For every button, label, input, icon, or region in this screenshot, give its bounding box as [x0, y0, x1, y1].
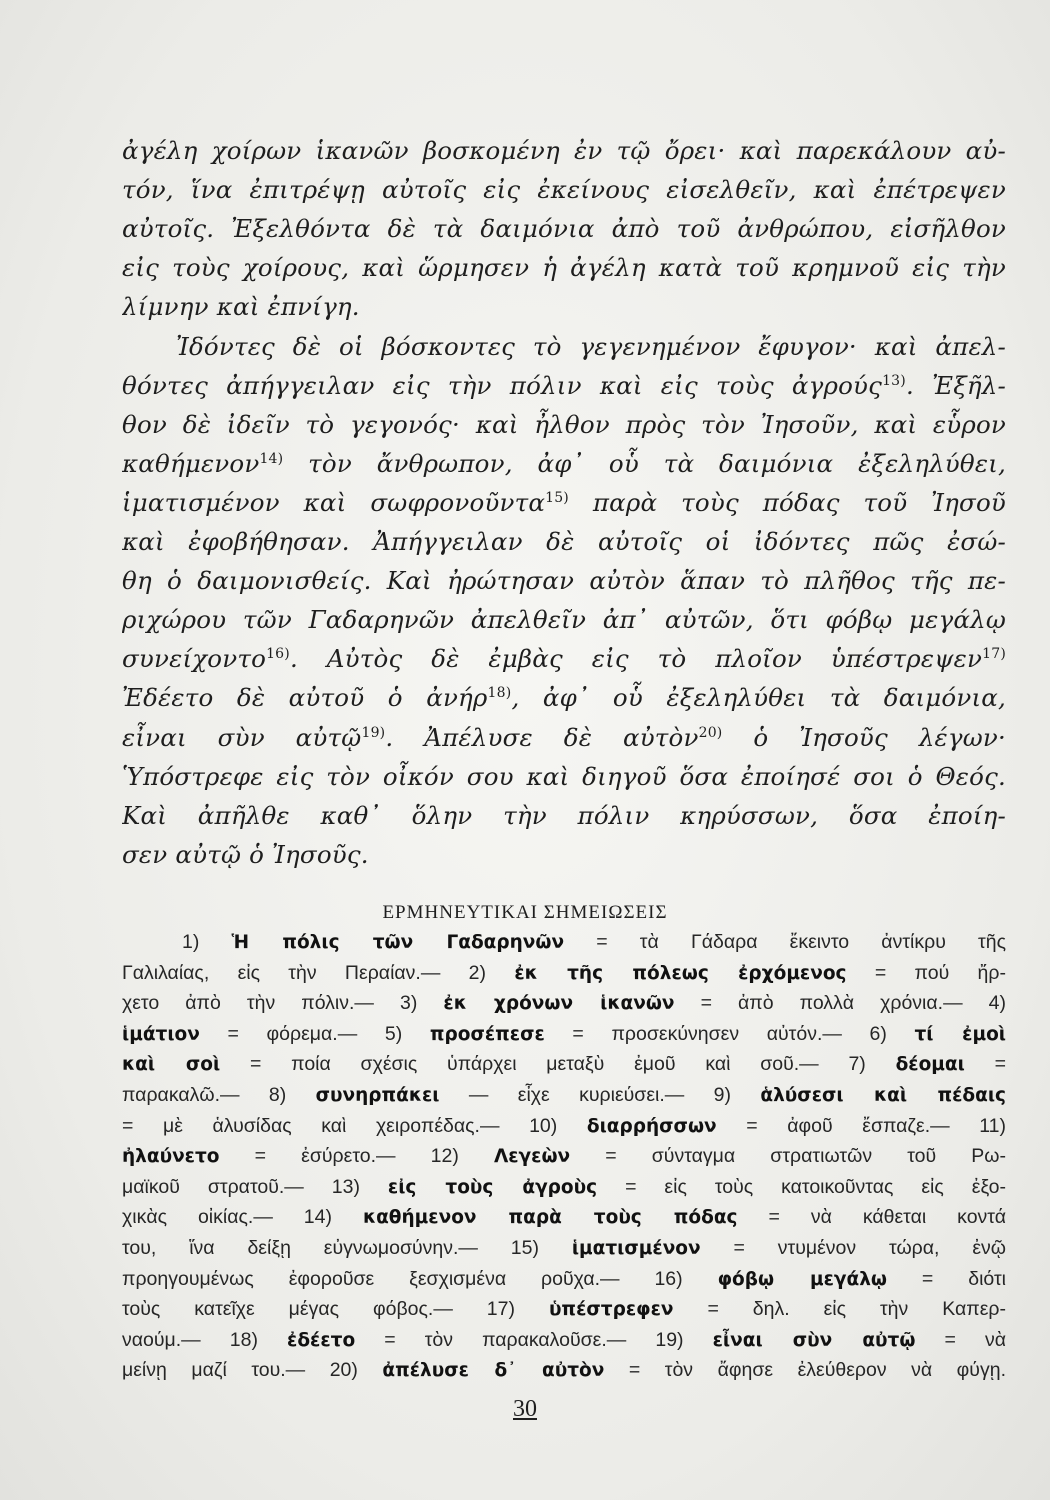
text-line — [122, 838, 1006, 874]
text-segment: καὶ ἐφοβήθησαν. Ἀπήγγειλαν δὲ αὐτοῖς οἱ ἰδόντες πῶς ἐσώ- — [122, 527, 1006, 556]
text-line — [122, 681, 1006, 717]
note-line — [122, 1235, 1006, 1263]
text-segment: συνείχοντο — [122, 644, 267, 674]
note-text: = φόρεμα.— 5) — [199, 1022, 430, 1045]
text-line — [122, 408, 1006, 444]
note-term: τί ἐμοὶ — [914, 1023, 1006, 1045]
notes-heading: ΕΡΜΗΝΕΥΤΙΚΑΙ ΣΗΜΕΙΩΣΕΙΣ — [382, 902, 668, 923]
text-line — [122, 642, 1006, 678]
text-segment: . Ἐξῆλ- — [905, 370, 1006, 400]
text-segment: Ἐδέετο δὲ αὐτοῦ ὁ ἀνήρ — [122, 683, 488, 713]
text-line — [122, 603, 1006, 639]
note-term: ὑπέστρεφεν — [548, 1299, 674, 1321]
note-text: = διότι — [887, 1267, 1006, 1290]
note-text: = σύνταγμα στρατιωτῶν τοῦ Ρω- — [570, 1145, 1006, 1168]
note-line — [122, 960, 1006, 988]
text-segment: , ἀφ᾽ οὗ ἐξεληλύθει τὰ δαιμόνια, — [511, 683, 1006, 713]
footnote-ref: 16) — [266, 646, 290, 663]
text-segment: Καὶ ἀπῆλθε καθ᾽ ὅλην τὴν πόλιν κηρύσσων, ὅσα ἐποίη- — [122, 800, 1006, 830]
text-line — [122, 721, 1006, 757]
text-segment: ριχώρου τῶν Γαδαρηνῶν ἀπελθεῖν ἀπ᾽ αὐτῶν, ὅτι φόβῳ μεγάλῳ — [122, 605, 1006, 635]
note-text: = τὸν ἄφησε ἐλεύθερον νὰ φύγῃ. — [604, 1359, 1006, 1382]
text-segment: ἱματισμένον καὶ σωφρονοῦντα — [122, 487, 546, 517]
note-term: προσέπεσε — [429, 1023, 545, 1045]
text-segment: . Ἀπέλυσε δὲ αὐτὸν — [385, 722, 699, 752]
text-line — [122, 799, 1006, 835]
text-segment: Ἰδόντες δὲ οἱ βόσκοντες τὸ γεγενημένον ἔφυγον· καὶ ἀπελ- — [176, 331, 1006, 361]
note-text: = δηλ. εἰς τὴν Καπερ- — [673, 1298, 1006, 1321]
note-term: ἱμάτιον — [122, 1023, 200, 1045]
note-text: μείνῃ μαζί του.— 20) — [122, 1359, 383, 1382]
note-text: παρακαλῶ.— 8) — [122, 1084, 316, 1106]
text-segment: θον δὲ ἰδεῖν τὸ γεγονός· καὶ ἦλθον πρὸς τὸν Ἰησοῦν, καὶ εὗρον — [122, 409, 1006, 439]
footnote-ref: 14) — [259, 450, 284, 467]
note-line — [122, 1296, 1006, 1324]
note-term: φόβῳ μεγάλῳ — [717, 1268, 888, 1290]
note-line — [122, 1021, 1006, 1049]
note-text: 1) — [182, 931, 232, 953]
text-line — [122, 134, 1006, 170]
note-text: τοὺς κατεῖχε μέγας φόβος.— 17) — [122, 1298, 549, 1321]
note-term: διαρρήσσων — [586, 1115, 717, 1137]
note-text: = μὲ ἁλυσίδας καὶ χειροπέδας.— 10) — [122, 1114, 587, 1137]
note-term: ἀπέλυσε δ᾽ αὐτὸν — [382, 1360, 605, 1382]
note-line — [122, 1143, 1006, 1171]
note-line — [122, 1113, 1006, 1141]
note-text: — εἶχε κυριεύσει.— 9) — [439, 1084, 761, 1106]
note-line — [122, 1174, 1006, 1202]
note-text: = ντυμένον τώρα, ἐνῷ — [700, 1237, 1006, 1259]
note-text: = ἀπὸ πολλὰ χρόνια.— 4) — [674, 992, 1006, 1015]
text-segment: εἶναι σὺν αὐτῷ — [122, 722, 362, 752]
note-term: Ἡ πόλις τῶν Γαδαρηνῶν — [231, 932, 565, 953]
note-term: εἰς τοὺς ἀγροὺς — [387, 1176, 598, 1198]
note-term: δέομαι — [895, 1054, 965, 1076]
note-term: συνηρπάκει — [315, 1085, 440, 1106]
text-segment: εἰς τοὺς χοίρους, καὶ ὥρμησεν ἡ ἀγέλη κατὰ τοῦ κρημνοῦ εἰς τὴν — [122, 253, 1006, 283]
note-term: καθήμενον παρὰ τοὺς πόδας — [362, 1207, 738, 1229]
note-term: εἶναι σὺν αὐτῷ — [712, 1329, 916, 1351]
note-line — [122, 990, 1006, 1018]
note-text: = νὰ — [915, 1328, 1006, 1351]
note-text: = ἀφοῦ ἔσπαζε.— 11) — [716, 1114, 1006, 1137]
note-line — [122, 1082, 1006, 1110]
note-term: Λεγεὼν — [493, 1146, 571, 1168]
text-segment: ὁ Ἰησοῦς λέγων· — [722, 722, 1006, 752]
note-line — [122, 1357, 1006, 1385]
note-text: ναούμ.— 18) — [122, 1328, 288, 1351]
note-term: ἐκ χρόνων ἱκανῶν — [443, 993, 675, 1015]
text-line — [122, 369, 1006, 405]
note-text: του, ἵνα δείξῃ εὐγνωμοσύνην.— 15) — [122, 1237, 572, 1259]
text-line — [122, 290, 1006, 326]
note-text: = — [964, 1053, 1006, 1076]
text-segment: . Αὐτὸς δὲ ἐμβὰς εἰς τὸ πλοῖον ὑπέστρεψεν — [289, 644, 983, 674]
text-line — [122, 173, 1006, 209]
text-line — [122, 564, 1006, 600]
note-text: χετο ἀπὸ τὴν πόλιν.— 3) — [122, 992, 444, 1015]
note-text: προηγουμένως ἐφοροῦσε ξεσχισμένα ροῦχα.— 16) — [122, 1267, 718, 1290]
note-text: μαϊκοῦ στρατοῦ.— 13) — [122, 1175, 388, 1198]
note-term: ἠλαύνετο — [122, 1146, 220, 1168]
footnote-ref: 17) — [982, 646, 1006, 663]
text-line — [122, 212, 1006, 248]
text-line — [122, 486, 1006, 522]
footnote-ref: 18) — [487, 685, 512, 702]
text-segment: καθήμενον — [122, 448, 260, 478]
text-segment: τὸν ἄνθρωπον, ἀφ᾽ οὗ τὰ δαιμόνια ἐξεληλύθει, — [283, 448, 1006, 478]
text-segment: σεν αὐτῷ ὁ Ἰησοῦς. — [122, 839, 369, 869]
text-segment: λίμνην καὶ ἐπνίγη. — [122, 292, 360, 322]
note-line — [182, 929, 1006, 957]
text-segment: θόντες ἀπήγγειλαν εἰς τὴν πόλιν καὶ εἰς τοὺς ἀγρούς — [122, 370, 883, 400]
text-line — [122, 760, 1006, 796]
note-term: ἐκ τῆς πόλεως ἐρχόμενος — [514, 962, 847, 984]
note-line — [122, 1051, 1006, 1079]
note-text: = πού ἤρ- — [846, 961, 1006, 984]
footnote-ref: 19) — [361, 724, 386, 741]
note-term: καὶ σοὶ — [122, 1054, 221, 1076]
note-term: ἐδέετο — [287, 1329, 356, 1351]
note-line — [122, 1327, 1006, 1355]
text-segment: Ὑπόστρεφε εἰς τὸν οἶκόν σου καὶ διηγοῦ ὅσα ἐποίησέ σοι ὁ Θεός. — [122, 761, 1006, 791]
note-text: χικὰς οἰκίας.— 14) — [122, 1206, 363, 1229]
note-text: Γαλιλαίας, εἰς τὴν Περαίαν.— 2) — [122, 961, 515, 984]
text-line — [122, 251, 1006, 287]
page-number: 30 — [513, 1396, 537, 1422]
footnote-ref: 15) — [545, 489, 569, 506]
text-segment: ἀγέλη χοίρων ἱκανῶν βοσκομένη ἐν τῷ ὄρει· καὶ παρεκάλουν αὐ- — [122, 136, 1006, 165]
text-segment: θη ὁ δαιμονισθείς. Καὶ ἠρώτησαν αὐτὸν ἅπαν τὸ πλῆθος τῆς πε- — [122, 566, 1006, 596]
text-line — [122, 447, 1006, 483]
text-line — [176, 330, 1006, 366]
note-line — [122, 1266, 1006, 1294]
note-line — [122, 1204, 1006, 1232]
footnote-ref: 13) — [882, 372, 906, 389]
note-term: ἁλύσεσι καὶ πέδαις — [760, 1085, 1006, 1106]
note-text: = προσεκύνησεν αὐτόν.— 6) — [544, 1022, 915, 1045]
text-segment: αὐτοῖς. Ἐξελθόντα δὲ τὰ δαιμόνια ἀπὸ τοῦ ἀνθρώπου, εἰσῆλθον — [122, 214, 1006, 244]
text-line — [122, 525, 1006, 561]
note-text: = ἐσύρετο.— 12) — [219, 1145, 494, 1168]
text-segment: παρὰ τοὺς πόδας τοῦ Ἰησοῦ — [568, 487, 1006, 517]
footnote-ref: 20) — [698, 724, 723, 741]
note-text: = τὸν παρακαλοῦσε.— 19) — [355, 1328, 713, 1351]
note-text: = τὰ Γάδαρα ἔκειντο ἀντίκρυ τῆς — [564, 931, 1006, 953]
note-text: = νὰ κάθεται κοντά — [737, 1206, 1006, 1229]
note-text: = εἰς τοὺς κατοικοῦντας εἰς ἐξο- — [597, 1175, 1006, 1198]
text-segment: τόν, ἵνα ἐπιτρέψῃ αὐτοῖς εἰς ἐκείνους εἰσελθεῖν, καὶ ἐπέτρεψεν — [122, 175, 1006, 205]
note-text: = ποία σχέσις ὑπάρχει μεταξὺ ἐμοῦ καὶ σοῦ.— 7) — [220, 1053, 896, 1076]
note-term: ἱματισμένον — [571, 1238, 701, 1259]
